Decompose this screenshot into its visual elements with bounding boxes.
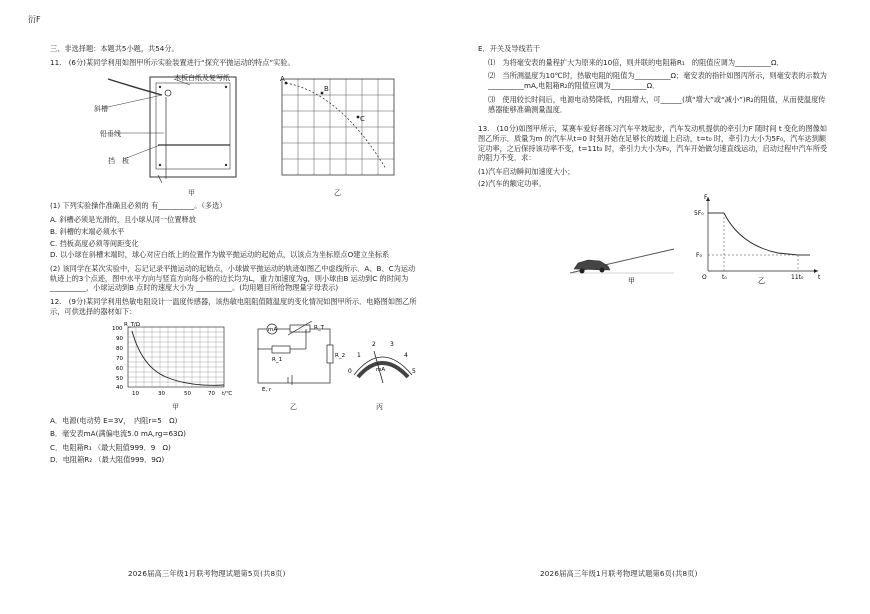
label-yi: 乙	[334, 189, 341, 198]
q12-s1: ⑴ 为将毫安表的量程扩大为原来的10倍，则并联的电阻箱R₁ 的阻值应调为__________Ω．	[488, 57, 784, 67]
label-F: F	[704, 193, 708, 201]
car-on-slope	[570, 249, 674, 274]
q13-figures	[478, 193, 830, 285]
q12-stem: 12. (9分)某同学利用热敏电阻设计一温度传感器，该热敏电阻阻值随温度的变化情况如图甲所示．电路图如图乙所示，可供选择的器材如下：	[50, 297, 417, 316]
label-t: t	[818, 273, 821, 281]
label-R2: R_2	[335, 352, 346, 359]
label-plumb: 铅垂线	[100, 130, 121, 139]
q11-figures	[50, 71, 418, 199]
left-page	[50, 44, 418, 469]
label-5F0: 5F₀	[694, 209, 704, 217]
xtick-10: 10	[132, 390, 139, 397]
q12-optB: B．毫安表mA(满偏电流5.0 mA,rg=63Ω)	[50, 429, 186, 439]
q11-optA: A. 斜槽必须是光滑的，且小球从同一位置释放	[50, 215, 196, 225]
section-title: 三、非选择题：本题共5小题，共54分。	[50, 44, 179, 53]
q12-s3: ⑶ 使用较长时间后，电源电动势降低，内阻增大，可______(填“增大”或“减小”)R₂的阻值，从而使温度传感器能够准确测量温度．	[488, 94, 826, 114]
q11-stem: 11. (6分)某同学利用如图甲所示实验装置进行“探究平抛运动的特点”实验。	[50, 57, 295, 67]
force-curve	[724, 213, 798, 255]
q11-optB: B. 斜槽的末端必须水平	[50, 226, 125, 236]
label-A: A	[280, 75, 285, 84]
right-page	[478, 44, 830, 289]
q12-fig-captions	[50, 403, 418, 412]
q12-figure-svg	[50, 321, 418, 403]
corner-mark: 衍F	[28, 15, 41, 24]
caption-jia: 甲	[172, 402, 179, 411]
caption-bing: 丙	[376, 402, 383, 411]
q12-optD: D．电阻箱R₂ （最大阻值999．9Ω)	[50, 454, 165, 464]
label-C: C	[360, 115, 365, 124]
footer-left: 2026届高三年级1月联考物理试题第5页(共8页)	[128, 569, 286, 578]
meter-t5: 5	[412, 367, 416, 375]
label-slope: 斜槽	[94, 105, 108, 114]
label-baffle: 挡 板	[108, 157, 129, 166]
label-F0: F₀	[696, 251, 702, 259]
ytick-70: 70	[116, 355, 123, 362]
ytick-60: 60	[116, 365, 123, 372]
ytick-40: 40	[116, 384, 123, 391]
caption-yi: 乙	[290, 402, 297, 411]
q11-sub2: (2) 该同学在某次实验中，忘记记录平抛运动的起始点，小球做平抛运动的轨迹如图乙中虚线所示．A、B、C为运动轨迹上的3个点迹，图中水平方向与竖直方向每小格的边长均为L，重力加速度为g，则小球由B 运动到C 的时间为__________，小球运动到B 点时的速度大小为 __________。(均用题目所给物理量字母表示)	[50, 264, 416, 293]
xtick-70: 70	[208, 390, 215, 397]
label-jia: 甲	[188, 189, 195, 198]
q11-optC: C. 挡板高度必须等间距变化	[50, 238, 139, 248]
meter-t2: 2	[372, 340, 376, 348]
trajectory-curve	[286, 83, 386, 169]
q11-optD: D. 以小球在斜槽末端时，球心对应白纸上的位置作为做平抛运动的起始点，以该点为坐标原点O建立坐标系	[50, 250, 390, 260]
meter-t1: 1	[357, 351, 361, 359]
q11-sub1: (1) 下列实验操作准确且必须的 有__________。（多选）	[50, 201, 227, 211]
q11-figure-svg	[50, 71, 418, 199]
meter-t4: 4	[404, 351, 408, 359]
label-11t0: 11t₀	[791, 273, 804, 281]
label-RT: R_T	[314, 324, 324, 331]
slope-track	[108, 79, 162, 95]
label-R1: R_1	[272, 356, 283, 363]
label-graph-yi: 乙	[758, 276, 765, 285]
label-board: 木板白纸及复写纸	[174, 74, 230, 83]
q12-optE: E．开关及导线若干	[478, 44, 541, 53]
footer-right: 2026届高三年级1月联考物理试题第6页(共8页)	[540, 569, 698, 578]
q13-q1: (1)汽车启动瞬间加速度大小；	[478, 167, 575, 177]
board-frame	[150, 77, 236, 177]
q13-q2: (2)汽车的额定功率。	[478, 178, 546, 188]
resistance-curve	[132, 331, 224, 385]
q12-s2: ⑵ 当所测温度为10℃时，热敏电阻的阻值为__________Ω；毫安表的指针如图丙所示，则毫安表的示数为__________mA,电阻箱R₂的阻值应调为__________Ω．	[488, 71, 827, 91]
q13-stem: 13. (10分)如图甲所示，某赛车爱好者练习汽车平坡起步，汽车发动机提供的牵引力F 随时间 t 变化的图像如图乙所示．质量为m 的汽车从t=0 时刻开始在足够长的坡道上启动，t=t₀ 时，牵引力大小为5F₀，汽车达到额定功率，之后保持该功率不变，t=11t₀ 时，牵引力大小为F₀，汽车开始做匀速直线运动，启动过程中汽车所受的阻力不变．求：	[478, 124, 828, 163]
xtick-50: 50	[184, 390, 191, 397]
label-car-jia: 甲	[628, 276, 635, 285]
q12-optA: A．电源(电动势 E=3V， 内阻r=5 Ω)	[50, 415, 178, 425]
xunit: t/℃	[222, 390, 233, 397]
car-body	[574, 260, 610, 270]
ytick-80: 80	[116, 345, 123, 352]
force-time-graph	[706, 197, 818, 273]
ytick-100: 100	[112, 325, 123, 332]
ytick-50: 50	[116, 375, 123, 382]
label-t0: t₀	[722, 273, 727, 281]
ytick-90: 90	[116, 335, 123, 342]
q12-optC: C．电阻箱R₁ （最大阻值999．9 Ω)	[50, 443, 171, 453]
xtick-30: 30	[158, 390, 165, 397]
trajectory-grid	[282, 79, 394, 175]
resistance-graph	[112, 322, 232, 397]
graph-ylabel: R_T/Ω	[124, 321, 140, 328]
meter-t3: 3	[390, 340, 394, 348]
label-mA: mA	[268, 326, 278, 333]
label-Er: E, r	[262, 386, 272, 393]
label-B: B	[324, 85, 329, 94]
q13-figure-svg	[478, 193, 830, 285]
label-O: O	[702, 273, 707, 281]
meter-unit: mA	[376, 366, 386, 373]
q12-figures	[50, 321, 418, 403]
meter-t0: 0	[348, 367, 352, 375]
